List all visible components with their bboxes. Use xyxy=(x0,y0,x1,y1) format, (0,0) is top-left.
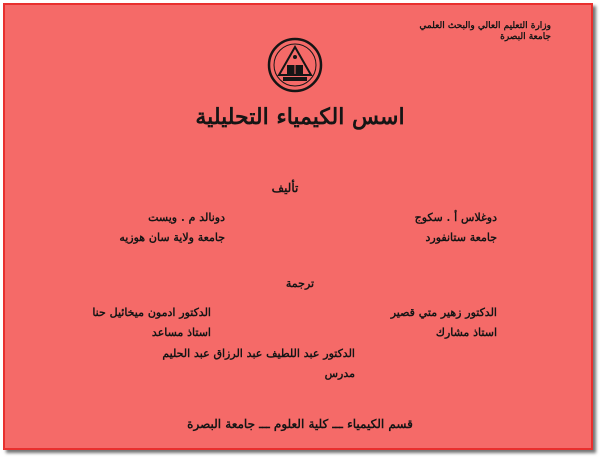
footer-department: قسم الكيمياء ـــ كلية العلوم ـــ جامعة البصرة xyxy=(187,417,413,431)
translation-label: ترجمة xyxy=(285,277,315,290)
translator-1 xyxy=(391,303,497,343)
book-title: اسس الكيمياء التحليلية xyxy=(195,104,405,130)
document-page xyxy=(3,3,593,450)
author-name: دوغلاس أ . سكوج xyxy=(414,211,497,224)
university-line: جامعة البصرة xyxy=(500,32,551,42)
authorship-label: تأليف xyxy=(271,181,299,195)
translator-3 xyxy=(162,344,355,384)
author-name: دونالد م . ويست xyxy=(148,211,225,224)
translator-name: الدكتور عبد اللطيف عبد الرزاق عبد الحليم xyxy=(162,347,355,360)
ministry-line: وزارة التعليم العالي والبحث العلمي xyxy=(419,21,551,31)
translator-name: الدكتور ادمون ميخائيل حنا xyxy=(92,306,211,319)
translator-rank: استاذ مشارك xyxy=(435,326,497,339)
author-affiliation: جامعة ولاية سان هوزيه xyxy=(119,231,225,244)
author-affiliation: جامعة ستانفورد xyxy=(425,231,497,244)
ministry-header xyxy=(419,21,551,43)
author-2 xyxy=(119,208,225,248)
author-1 xyxy=(415,208,497,248)
university-emblem xyxy=(267,37,323,93)
translator-rank: استاذ مساعد xyxy=(151,326,211,339)
translator-name: الدكتور زهير متي قصير xyxy=(390,306,497,319)
translator-2 xyxy=(92,303,211,343)
translator-rank: مدرس xyxy=(324,367,355,380)
